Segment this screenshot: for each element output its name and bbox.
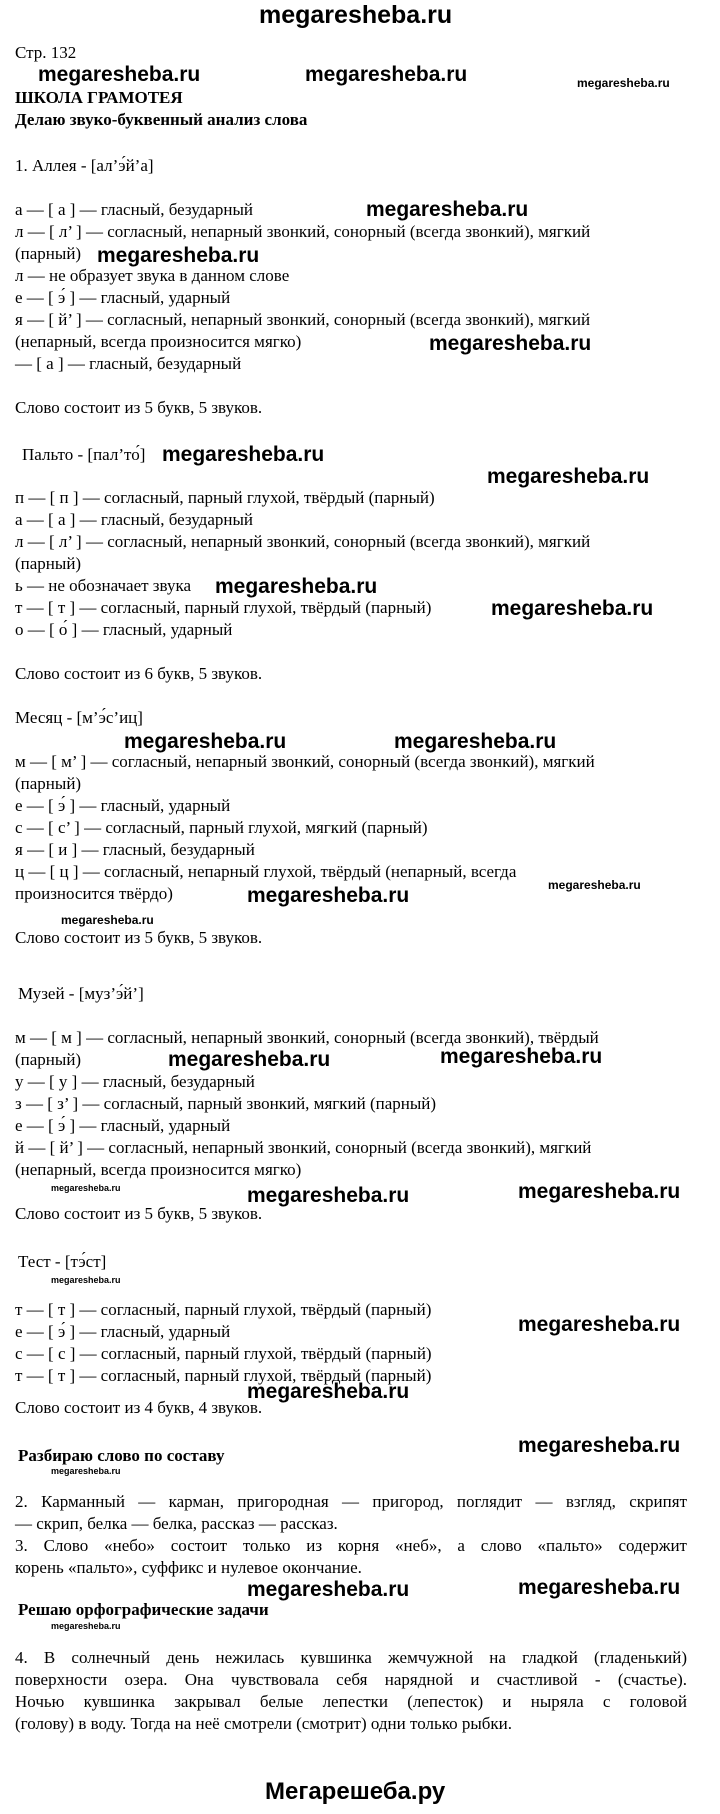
analysis-line: (непарный, всегда произносится мягко) [15,332,302,351]
watermark: megaresheba.ru [38,63,201,86]
word-title-palto: Пальто - [пал’то́] [22,445,146,464]
analysis-line: е — [ э́ ] — гласный, ударный [15,1322,231,1341]
task-3-line: 3. Слово «небо» состоит только из корня «неб», а слово «пальто» содержит [15,1536,687,1555]
watermark: megaresheba.ru [162,443,325,466]
analysis-line: у — [ у ] — гласный, безударный [15,1072,255,1091]
analysis-line: ц — [ ц ] — согласный, непарный глухой, твёрдый (непарный, всегда [15,862,517,881]
watermark: megaresheba.ru [518,1576,681,1599]
watermark: megaresheba.ru [168,1048,331,1071]
analysis-line: ь — не обозначает звука [15,576,192,595]
analysis-line: т — [ т ] — согласный, парный глухой, твёрдый (парный) [15,1300,432,1319]
analysis-line: о — [ о́ ] — гласный, ударный [15,620,233,639]
watermark: megaresheba.ru [247,1184,410,1207]
analysis-line: с — [ с ] — согласный, парный глухой, твёрдый (парный) [15,1344,432,1363]
task-3-line: корень «пальто», суффикс и нулевое окончание. [15,1558,362,1577]
analysis-line: е — [ э́ ] — гласный, ударный [15,288,231,307]
task-4-line: Ночью кувшинка закрывал белые лепестки (лепесток) и ныряла с головой [15,1692,687,1711]
watermark-bottom: Мегарешеба.ру [265,1778,446,1805]
summary: Слово состоит из 5 букв, 5 звуков. [15,398,263,417]
analysis-line: п — [ п ] — согласный, парный глухой, твёрдый (парный) [15,488,435,507]
analysis-line: т — [ т ] — согласный, парный глухой, твёрдый (парный) [15,1366,432,1385]
analysis-line: с — [ с’ ] — согласный, парный глухой, мягкий (парный) [15,818,428,837]
word-title-allee: 1. Аллея - [ал’э́й’а] [15,156,154,175]
summary: Слово состоит из 5 букв, 5 звуков. [15,928,263,947]
analysis-line: а — [ а ] — гласный, безударный [15,200,253,219]
analysis-line: я — [ и ] — гласный, безударный [15,840,255,859]
analysis-line: л — [ л’ ] — согласный, непарный звонкий, сонорный (всегда звонкий), мягкий [15,532,591,551]
analysis-line: з — [ з’ ] — согласный, парный звонкий, мягкий (парный) [15,1094,437,1113]
analysis-line: м — [ м ] — согласный, непарный звонкий, сонорный (всегда звонкий), твёрдый [15,1028,599,1047]
section-heading-orfo: Решаю орфографические задачи [18,1600,269,1619]
watermark: megaresheba.ru [247,1380,410,1403]
analysis-line: а — [ а ] — гласный, безударный [15,510,253,529]
watermark: megaresheba.ru [518,1434,681,1457]
watermark: megaresheba.ru [247,884,410,907]
word-title-muzey: Музей - [муз’э́й’] [18,984,144,1003]
watermark: megaresheba.ru [394,730,557,753]
task-2-line: 2. Карманный — карман, пригородная — пригород, поглядит — взгляд, скрипят [15,1492,687,1511]
watermark: megaresheba.ru [215,575,378,598]
word-title-test: Тест - [тэ́ст] [18,1252,107,1271]
analysis-line: л — [ л’ ] — согласный, непарный звонкий, сонорный (всегда звонкий), мягкий [15,222,591,241]
watermark: megaresheba.ru [577,76,670,90]
analysis-line: е — [ э́ ] — гласный, ударный [15,796,231,815]
analysis-line: (непарный, всегда произносится мягко) [15,1160,302,1179]
analysis-line: произносится твёрдо) [15,884,173,903]
analysis-line: т — [ т ] — согласный, парный глухой, твёрдый (парный) [15,598,432,617]
summary: Слово состоит из 5 букв, 5 звуков. [15,1204,263,1223]
watermark: megaresheba.ru [51,1466,121,1476]
watermark: megaresheba.ru [429,332,592,355]
watermark: megaresheba.ru [487,465,650,488]
watermark: megaresheba.ru [124,730,287,753]
page-number: Стр. 132 [15,43,77,62]
analysis-line: м — [ м’ ] — согласный, непарный звонкий, сонорный (всегда звонкий), мягкий [15,752,595,771]
analysis-line: (парный) [15,774,82,793]
analysis-line: л — не образует звука в данном слове [15,266,290,285]
analysis-line: — [ а ] — гласный, безударный [15,354,242,373]
watermark: megaresheba.ru [51,1183,121,1193]
summary: Слово состоит из 4 букв, 4 звуков. [15,1398,263,1417]
watermark: megaresheba.ru [51,1621,121,1631]
watermark-top: megaresheba.ru [259,1,453,29]
task-4-line: (голову) в воду. Тогда на неё смотрели (смотрит) одни только рыбки. [15,1714,513,1733]
analysis-line: (парный) [15,244,82,263]
analysis-line: я — [ й’ ] — согласный, непарный звонкий, сонорный (всегда звонкий), мягкий [15,310,591,329]
watermark: megaresheba.ru [548,878,641,892]
section-title-school: ШКОЛА ГРАМОТЕЯ [15,88,183,107]
analysis-line: й — [ й’ ] — согласный, непарный звонкий, сонорный (всегда звонкий), мягкий [15,1138,592,1157]
watermark: megaresheba.ru [51,1275,121,1285]
summary: Слово состоит из 6 букв, 5 звуков. [15,664,263,683]
task-title: Делаю звуко-буквенный анализ слова [15,110,308,129]
watermark: megaresheba.ru [305,63,468,86]
task-4-line: поверхности озера. Она чувствовала себя нарядной и счастливой - (счастье). [15,1670,687,1689]
task-2-line: — скрип, белка — белка, рассказ — рассказ. [15,1514,338,1533]
section-heading-sostav: Разбираю слово по составу [18,1446,225,1465]
watermark: megaresheba.ru [97,244,260,267]
watermark: megaresheba.ru [491,597,654,620]
analysis-line: е — [ э́ ] — гласный, ударный [15,1116,231,1135]
word-title-mesyac: Месяц - [м’э́с’иц] [15,708,143,727]
task-4-line: 4. В солнечный день нежилась кувшинка жемчужной на гладкой (гладенький) [15,1648,687,1667]
watermark: megaresheba.ru [247,1578,410,1601]
watermark: megaresheba.ru [518,1180,681,1203]
analysis-line: (парный) [15,1050,82,1069]
watermark: megaresheba.ru [366,198,529,221]
watermark: megaresheba.ru [440,1045,603,1068]
analysis-line: (парный) [15,554,82,573]
watermark: megaresheba.ru [61,913,154,927]
watermark: megaresheba.ru [518,1313,681,1336]
